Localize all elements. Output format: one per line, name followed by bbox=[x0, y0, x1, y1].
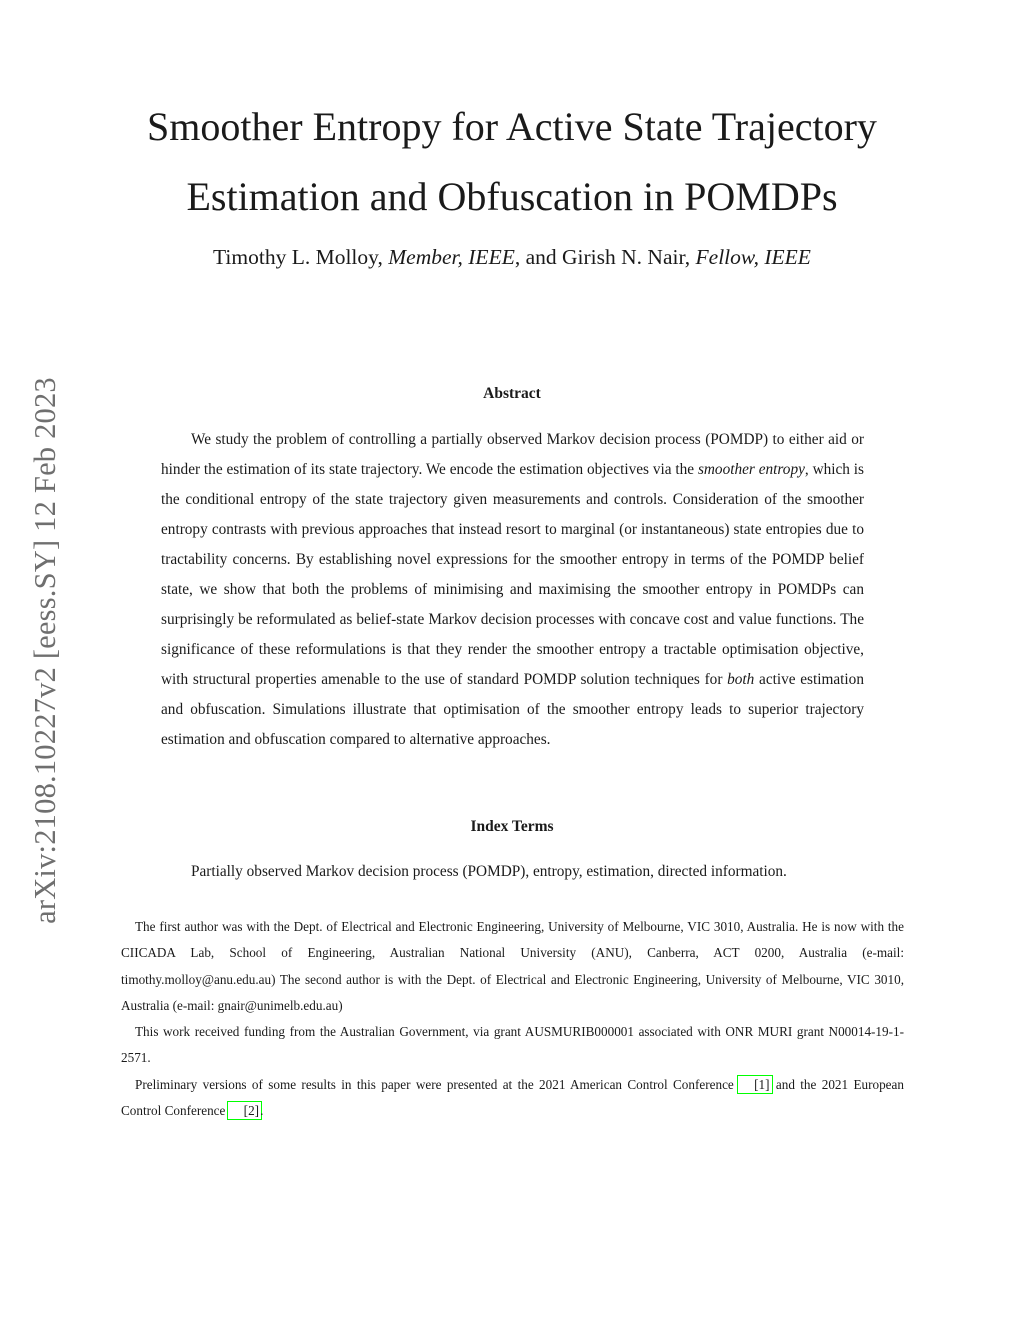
author-2-role: Fellow, IEEE bbox=[695, 245, 811, 269]
arxiv-stamp bbox=[10, 345, 80, 955]
footnote-prelim-text-2: and the 2021 European Control Conference bbox=[121, 1076, 904, 1119]
abstract-emphasis-both: both bbox=[727, 671, 755, 688]
paper-title bbox=[100, 92, 924, 232]
arxiv-stamp-text: arXiv:2108.10227v2 [eess.SY] 12 Feb 2023 bbox=[27, 376, 62, 924]
abstract-text-2: , which is the conditional entropy of the state trajectory given measurements and controls. Consideration of the smoother entropy contrasts with previous approaches that instead resort to marginal (or instantaneous) state entropies due to tractability concerns. By establishing novel expressions for the smoother entropy in terms of the POMDP belief state, we show that both the problems of minimising and maximising the smoother entropy in POMDPs can surprisingly be reformulated as belief-state Markov decision processes with concave cost and value functions. The significance of these reformulations is that they render the smoother entropy a tractable optimisation objective, with structural properties amenable to the use of standard POMDP solution techniques for bbox=[161, 461, 865, 688]
footnotes bbox=[121, 914, 904, 1124]
footnote-prelim-text-3: . bbox=[260, 1103, 264, 1119]
author-line bbox=[100, 242, 924, 272]
abstract-text-1: We study the problem of controlling a partially observed Markov decision process (POMDP) to either aid or hinder the estimation of its state trajectory. We encode the estimation objectives via the bbox=[161, 431, 864, 478]
index-terms-heading: Index Terms bbox=[470, 818, 554, 835]
footnote-funding: This work received funding from the Australian Government, via grant AUSMURIB000001 associated with ONR MURI grant N00014-19-1-2571. bbox=[121, 1024, 904, 1066]
author-2-name: Girish N. Nair, bbox=[562, 245, 691, 269]
abstract-emphasis-smoother-entropy: smoother entropy bbox=[697, 461, 805, 478]
author-1-role: Member, IEEE bbox=[388, 245, 515, 269]
title-line-1: Smoother Entropy for Active State Trajectory bbox=[147, 104, 877, 149]
author-1-name: Timothy L. Molloy, bbox=[213, 245, 383, 269]
citation-link-2[interactable]: [2] bbox=[229, 1103, 260, 1118]
abstract-heading: Abstract bbox=[483, 385, 541, 402]
footnote-affiliation: The first author was with the Dept. of Electrical and Electronic Engineering, University of Melbourne, VIC 3010, Australia. He is now with the CIICADA Lab, School of Engineering, Australian National University (ANU), Canberra, ACT 0200, Australia (e-mail: timothy.molloy@anu.edu.au) The second author is with the Dept. of Electrical and Electronic Engineering, University of Melbourne, VIC 3010, Australia (e-mail: gnair@unimelb.edu.au) bbox=[121, 919, 904, 1013]
index-terms-body: Partially observed Markov decision process (POMDP), entropy, estimation, directed information. bbox=[191, 863, 787, 880]
abstract-body bbox=[161, 425, 864, 755]
author-connector: , and bbox=[514, 245, 557, 269]
title-line-2: Estimation and Obfuscation in POMDPs bbox=[186, 174, 838, 219]
citation-link-1[interactable]: [1] bbox=[739, 1077, 770, 1092]
footnote-prelim-text-1: Preliminary versions of some results in this paper were presented at the 2021 American Control Conference bbox=[135, 1076, 740, 1092]
footnote-preliminary bbox=[121, 1072, 904, 1125]
abstract-text-3: active estimation and obfuscation. Simulations illustrate that optimisation of the smoother entropy leads to superior trajectory estimation and obfuscation compared to alternative approaches. bbox=[161, 671, 864, 748]
